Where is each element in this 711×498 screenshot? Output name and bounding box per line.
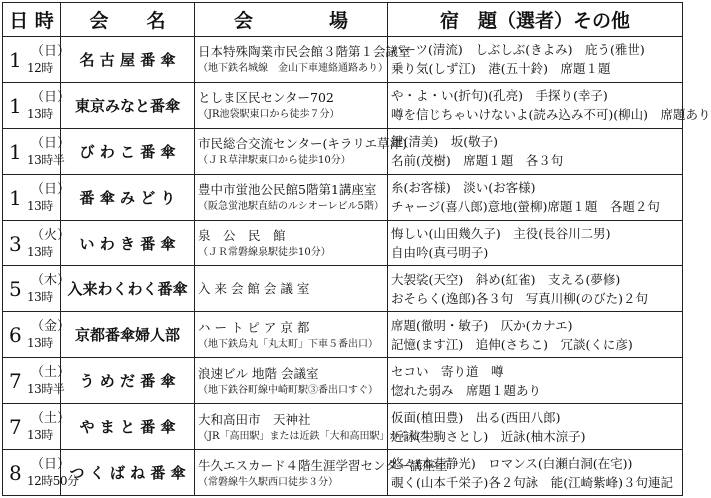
topics-cell xyxy=(388,358,683,404)
topics-line-2: おそらく(逸郎)各３句 写真川柳(のびた)２句 xyxy=(391,290,649,306)
date-cell xyxy=(3,174,71,220)
topics-line-2: 名前(茂樹) 席題１題 各３句 xyxy=(391,153,564,169)
venue-name: 市民総合交流センター(キラリエ草津) xyxy=(198,136,408,152)
topics-line-1: 糸(お客様) 淡い(お客様) xyxy=(391,180,536,196)
header-venue: 会 場 xyxy=(195,3,388,37)
day-number: 3 xyxy=(9,231,22,256)
venue-access: （ＪＲ常磐線泉駅徒歩10分） xyxy=(198,247,331,258)
weekday: （火） xyxy=(31,227,71,243)
topics-line-1: セコい 寄り道 噂 xyxy=(391,363,504,379)
meeting-schedule-table xyxy=(2,2,711,496)
venue-access: （JR池袋駅東口から徒歩７分） xyxy=(198,109,340,121)
day-number: 1 xyxy=(9,139,22,164)
table-row xyxy=(3,174,683,220)
venue-access: （常磐線牛久駅西口徒歩３分） xyxy=(198,476,338,488)
start-time: 13時 xyxy=(27,290,53,305)
date-cell xyxy=(3,220,71,266)
topics-line-1: 仮面(植田豊) 出る(西田八郎) xyxy=(391,409,561,425)
weekday: （日） xyxy=(31,89,71,105)
venue-name: 牛久エスカード４階生涯学習センター講座室 xyxy=(198,457,448,473)
meeting-name: 京都番傘婦人部 xyxy=(61,312,195,358)
meeting-name: 東京みなと番傘 xyxy=(61,82,195,128)
venue-cell xyxy=(195,37,411,83)
topics-line-2: 覗く(山本千栄子)各２句詠 能(江崎紫峰)３句連記 xyxy=(391,474,674,490)
table-row xyxy=(3,220,683,266)
topics-line-2: 噂を信じちゃいけないよ(読み込み不可)(柳山) 席題あり xyxy=(391,107,711,123)
weekday: （土） xyxy=(31,365,71,381)
topics-cell xyxy=(388,128,683,174)
header-topics: 宿 題（選者）その他 xyxy=(388,3,683,37)
venue-cell xyxy=(195,128,408,174)
day-number: 8 xyxy=(9,461,22,486)
topics-line-2: 自由吟(真弓明子) xyxy=(391,245,489,260)
day-number: 1 xyxy=(9,48,22,72)
meeting-name: び わ こ 番 傘 xyxy=(61,128,195,174)
table-row xyxy=(3,266,683,312)
venue-cell xyxy=(195,266,388,312)
topics-line-1: 席題(徹明・敏子) 仄か(カナエ) xyxy=(391,317,573,333)
date-cell xyxy=(3,312,71,358)
venue-name: 豊中市蛍池公民館5階第1講座室 xyxy=(198,182,377,198)
venue-name: 泉 公 民 館 xyxy=(198,228,286,243)
date-cell xyxy=(3,128,71,174)
topics-cell xyxy=(388,266,683,312)
topics-cell xyxy=(388,220,683,266)
topics-cell xyxy=(388,312,683,358)
topics-line-1: や・よ・い(折句)(孔亮) 手探り(幸子) xyxy=(391,88,608,104)
table-row xyxy=(3,358,683,404)
table-row xyxy=(3,312,683,358)
venue-name: 入 来 会 館 会 議 室 xyxy=(198,280,310,296)
venue-name: としま区民センター702 xyxy=(198,90,334,106)
venue-access: （地下鉄名城線 金山下車連絡通路あり） xyxy=(198,63,388,75)
venue-access: （地下鉄谷町線中崎町駅③番出口すぐ） xyxy=(198,384,378,396)
topics-line-1: 悠々(本荘静光) ロマンス(白瀬白洞(在宅)) xyxy=(391,455,633,471)
venue-name: 浪速ビル 地階 会議室 xyxy=(198,365,319,381)
venue-cell xyxy=(195,450,448,496)
meeting-name: や ま と 番 傘 xyxy=(61,404,195,450)
weekday: （土） xyxy=(31,411,71,427)
venue-cell xyxy=(195,220,388,266)
topics-cell xyxy=(388,450,683,496)
weekday: （日） xyxy=(31,457,71,473)
topics-cell xyxy=(388,174,683,220)
venue-access: （JR「高田駅」または近鉄「大和高田駅」から徒歩） xyxy=(198,430,440,442)
venue-access: （ＪＲ草津駅東口から徒歩10分） xyxy=(198,155,351,167)
venue-cell xyxy=(195,174,388,220)
topics-line-1: 悔しい(山田幾久子) 主役(長谷川二男) xyxy=(391,226,611,241)
venue-cell xyxy=(195,404,440,450)
date-cell xyxy=(3,404,71,450)
table-row xyxy=(3,450,683,496)
meeting-name: 番 傘 み ど り xyxy=(61,174,195,220)
venue-cell xyxy=(195,312,388,358)
date-cell xyxy=(3,37,71,83)
start-time: 13時 xyxy=(27,106,53,121)
venue-name: 大和高田市 天神社 xyxy=(198,411,311,427)
weekday: （日） xyxy=(31,135,71,151)
day-number: 6 xyxy=(9,323,22,348)
date-cell xyxy=(3,450,79,496)
day-number: 1 xyxy=(9,93,22,118)
date-cell xyxy=(3,266,71,312)
start-time: 13時 xyxy=(27,198,53,213)
weekday: （日） xyxy=(31,181,71,197)
weekday: （金） xyxy=(31,319,71,335)
start-time: 13時半 xyxy=(27,152,65,167)
start-time: 12時50分 xyxy=(27,474,79,489)
table-row xyxy=(3,128,683,174)
topics-line-1: 鍵(清美) 坂(敬子) xyxy=(391,134,499,150)
header-date: 日 時 xyxy=(3,3,61,37)
table-row xyxy=(3,404,683,450)
start-time: 13時 xyxy=(27,428,53,443)
topics-cell xyxy=(388,37,683,83)
start-time: 13時半 xyxy=(27,382,65,397)
topics-line-2: 惚れた弱み 席題１題あり xyxy=(391,382,542,398)
meeting-name: 入来わくわく番傘 xyxy=(61,266,195,312)
venue-access: （地下鉄烏丸「丸太町」下車５番出口） xyxy=(198,338,378,350)
topics-cell xyxy=(388,404,683,450)
date-cell xyxy=(3,358,71,404)
venue-cell xyxy=(195,82,388,128)
day-number: 7 xyxy=(9,415,22,440)
topics-line-2: 近詠(生駒さとし) 近詠(柚木涼子) xyxy=(391,428,586,444)
header-meeting-name: 会 名 xyxy=(61,3,195,37)
venue-cell xyxy=(195,358,388,404)
topics-cell xyxy=(388,82,711,128)
meeting-name: い わ き 番 傘 xyxy=(61,220,195,266)
venue-name: 日本特殊陶業市民会館３階第１会議室 xyxy=(198,44,411,60)
topics-line-2: チャージ(喜八郎)意地(螢柳)席題１題 各題２句 xyxy=(391,199,660,215)
venue-name: ハ ー ト ピ ア 京 都 xyxy=(198,319,310,335)
weekday: （木） xyxy=(31,273,71,289)
table-row xyxy=(3,37,683,83)
table-row xyxy=(3,82,683,128)
meeting-name: 名 古 屋 番 傘 xyxy=(61,37,195,83)
start-time: 13時 xyxy=(27,244,53,259)
topics-line-2: 記憶(ます江) 追伸(さちこ) 冗談(くに彦) xyxy=(391,336,633,352)
day-number: 5 xyxy=(9,277,22,302)
start-time: 12時 xyxy=(27,61,53,75)
topics-line-1: パーツ(清流) しぶしぶ(きよみ) 庇う(雅世) xyxy=(391,42,645,58)
topics-line-1: 大袈裟(天空) 斜め(紅雀) 支える(夢修) xyxy=(391,271,621,287)
header-row xyxy=(3,3,683,37)
day-number: 7 xyxy=(9,369,22,394)
venue-access: （阪急蛍池駅直結のルシオーレビル5階） xyxy=(198,201,384,213)
topics-line-2: 乗り気(しず江) 港(五十鈴) 席題１題 xyxy=(391,61,611,77)
date-cell xyxy=(3,82,71,128)
meeting-name: つ く ば ね 番 傘 xyxy=(61,450,195,496)
weekday: （日） xyxy=(31,44,71,59)
day-number: 1 xyxy=(9,185,22,210)
meeting-name: う め だ 番 傘 xyxy=(61,358,195,404)
start-time: 13時 xyxy=(27,336,53,351)
